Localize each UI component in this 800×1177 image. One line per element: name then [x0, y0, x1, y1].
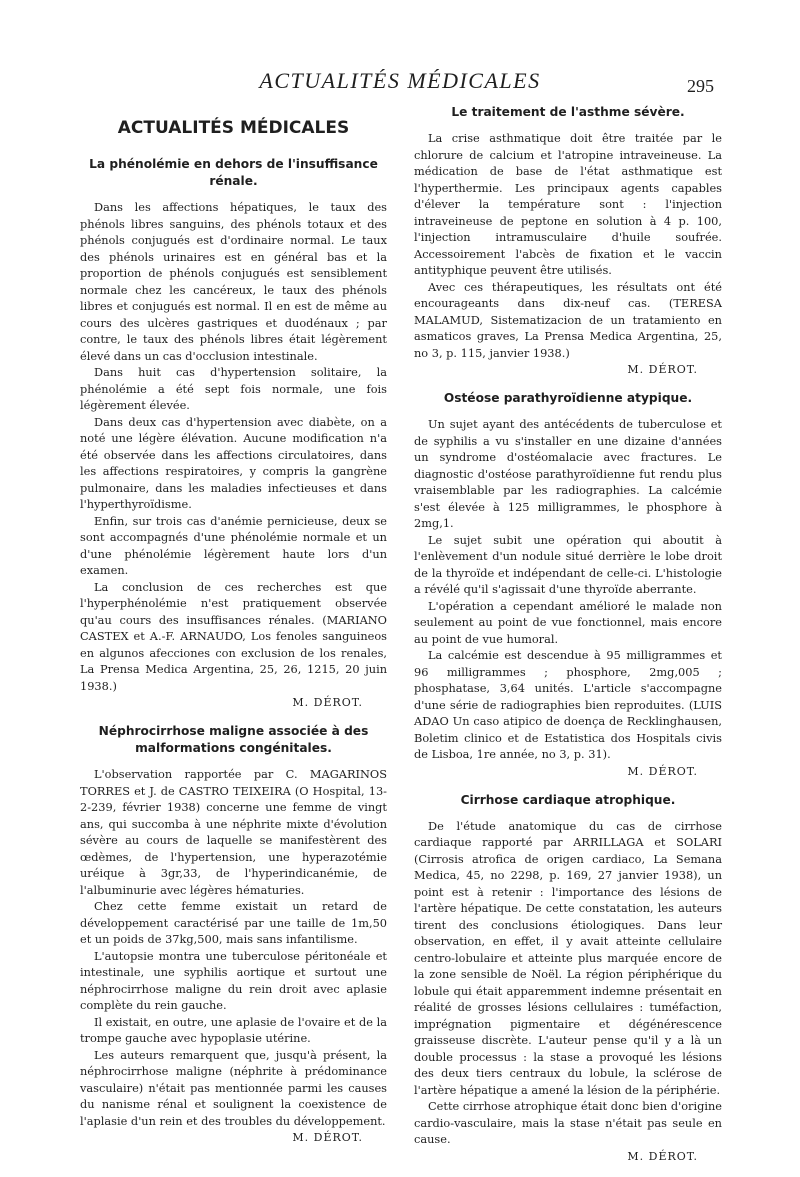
article-osteose: [414, 390, 722, 778]
signature: M. DÉROT.: [292, 696, 363, 709]
section-masthead: ACTUALITÉS MÉDICALES: [117, 118, 350, 138]
paragraph: Enfin, sur trois cas d'anémie pernicieuse, deux se sont accompagnés d'une phénolémie normale et un d'une phénolémie légèrement haute lors d'un examen.: [80, 513, 387, 577]
signature: M. DÉROT.: [292, 1131, 363, 1144]
article-phenolemie: [80, 156, 387, 709]
running-title: ACTUALITÉS MÉDICALES: [259, 68, 541, 93]
paragraph: Dans les affections hépatiques, le taux des phénols libres sanguins, des phénols totaux et des phénols conjugués est d'ordinaire normal. Le taux des phénols urinaires est en général bas et la proportion de phénols conjugués est sensiblement normale chez les cancéreux, le taux des phénols libres et conjugués est normal. Il en est de même au cours des ulcères gastriques et duodénaux ; par contre, le taux des phénols libres était légèrement élevé dans un cas d'occlusion intestinale.: [80, 200, 387, 363]
article-asthme: [414, 104, 722, 376]
article-title: Cirrhose cardiaque atrophique.: [460, 792, 676, 807]
signature: M. DÉROT.: [627, 1149, 698, 1163]
article-nephrocirrhose: [80, 723, 387, 1144]
paragraph: L'observation rapportée par C. MAGARINOS TORRES et J. de CASTRO TEIXEIRA (O Hospital, 13-2-239, février 1938) concerne une femme de vingt ans, qui succomba à une néphrite mixte d'évolution sévère au cours de laquelle se manifestèrent des œdèmes, de l'hypertension, une hyperazotémie uréique à 3gr,33, de l'hyperindicanémie, de l'albuminurie avec légères hématuries.: [80, 767, 387, 897]
paragraph: Les auteurs remarquent que, jusqu'à présent, la néphrocirrhose maligne (néphrite à prédominance vasculaire) n'était pas mentionnée parmi les causes du nanisme rénal et soulignent la coexistence de l'aplasie d'un rein et des troubles du développement.: [80, 1047, 387, 1128]
article-title: Le traitement de l'asthme sévère.: [451, 105, 685, 119]
paragraph: La crise asthmatique doit être traitée par le chlorure de calcium et l'atropine intraveineuse. La médication de base de l'état asthmatique est l'hyperthermie. Les principaux agents capables d'élever la température sont : l'injection intraveineuse de peptone en solution à 4 p. 100, l'injection intramusculaire d'huile soufrée. Accessoirement l'abcès de fixation et le vaccin antityphique peuvent être utilisés.: [414, 131, 722, 277]
signature: M. DÉROT.: [627, 764, 698, 778]
paragraph: L'opération a cependant amélioré le malade non seulement au point de vue fonctionnel, mais encore au point de vue humoral.: [414, 598, 722, 646]
paragraph: Le sujet subit une opération qui aboutit à l'enlèvement d'un nodule situé derrière le lobe droit de la thyroïde et indépendant de celle-ci. L'histologie a révélé qu'il s'agissait d'une thyroïde aberrante.: [414, 532, 722, 596]
signature: M. DÉROT.: [627, 363, 698, 376]
article-title: Néphrocirrhose maligne associée à des malformations congénitales.: [98, 724, 369, 755]
article-title: Ostéose parathyroïdienne atypique.: [443, 391, 693, 405]
paragraph: Un sujet ayant des antécédents de tuberculose et de syphilis a vu s'installer en une dizaine d'années un syndrome d'ostéomalacie avec fractures. Le diagnostic d'ostéose parathyroïdienne fut rendu plus vraisemblable par les radiographies. La calcémie s'est élevée à 125 milligrammes, le phosphore à 2mg,1.: [414, 417, 722, 530]
paragraph: De l'étude anatomique du cas de cirrhose cardiaque rapporté par ARRILLAGA et SOLARI (Cirrosis atrofica de origen cardiaco, La Semana Medica, 45, no 2298, p. 169, 27 janvier 1938), un point est à retenir : l'importance des lésions de l'artère hépatique. De cette constatation, les auteurs tirent des conclusions étiologiques. Dans leur observation, en effet, il y avait atteinte cellulaire centro-lobulaire et atteinte plus marquée encore de la zone sensible de Noël. La région périphérique du lobule qui était apparemment indemne présentait en réalité de grosses lésions cellulaires : tuméfaction, imprégnation pigmentaire et dégénérescence graisseuse discrète. L'auteur pense qu'il y a là un double processus : la stase a provoqué les lésions des deux tiers centraux du lobule, la sclérose de l'artère hépatique a amené la lésion de la périphérie.: [414, 818, 722, 1097]
paragraph: Avec ces thérapeutiques, les résultats ont été encourageants dans dix-neuf cas. (TERESA MALAMUD, Sistematizacion de un tratamiento en asmaticos graves, La Prensa Medica Argentina, 25, no 3, p. 115, janvier 1938.): [414, 279, 722, 360]
paragraph: Cette cirrhose atrophique était donc bien d'origine cardio-vasculaire, mais la stase n'était pas seule en cause.: [414, 1099, 722, 1146]
paragraph: Chez cette femme existait un retard de développement caractérisé par une taille de 1m,50 et un poids de 37kg,500, mais sans infantilisme.: [80, 899, 387, 946]
paragraph: Il existait, en outre, une aplasie de l'ovaire et de la trompe gauche avec hypoplasie utérine.: [80, 1014, 387, 1045]
page-number: 295: [687, 76, 714, 96]
paragraph: La conclusion de ces recherches est que l'hyperphénolémie n'est pratiquement observée qu'au cours des insuffisances rénales. (MARIANO CASTEX et A.-F. ARNAUDO, Los fenoles sanguineos en algunos afecciones con exclusion de los renales, La Prensa Medica Argentina, 25, 26, 1215, 20 juin 1938.): [80, 579, 387, 693]
right-column: [414, 104, 722, 1177]
paragraph: Dans huit cas d'hypertension solitaire, la phénolémie a été sept fois normale, une fois légèrement élevée.: [80, 365, 387, 412]
paragraph: Dans deux cas d'hypertension avec diabète, on a noté une légère élévation. Aucune modification n'a été observée dans les affections circulatoires, dans les affections respiratoires, y compris la gangrène pulmonaire, dans les maladies infectieuses et dans l'hyperthyroïdisme.: [80, 414, 387, 511]
article-cirrhose: [414, 792, 722, 1163]
left-column: [80, 104, 387, 1158]
article-title: La phénolémie en dehors de l'insuffisance rénale.: [89, 157, 378, 188]
paragraph: La calcémie est descendue à 95 milligrammes et 96 milligrammes ; phosphore, 2mg,005 ; phosphatase, 3,64 unités. L'article s'accompagne d'une série de radiographies bien reproduites. (LUIS ADAO Un caso atipico de doença de Recklinghausen, Boletim clinico et de Estatistica dos Hospitals civis de Lisboa, 1re année, no 3, p. 31).: [414, 648, 722, 761]
paragraph: L'autopsie montra une tuberculose péritonéale et intestinale, une syphilis aortique et surtout une néphrocirrhose maligne du rein droit avec aplasie complète du rein gauche.: [80, 948, 387, 1012]
